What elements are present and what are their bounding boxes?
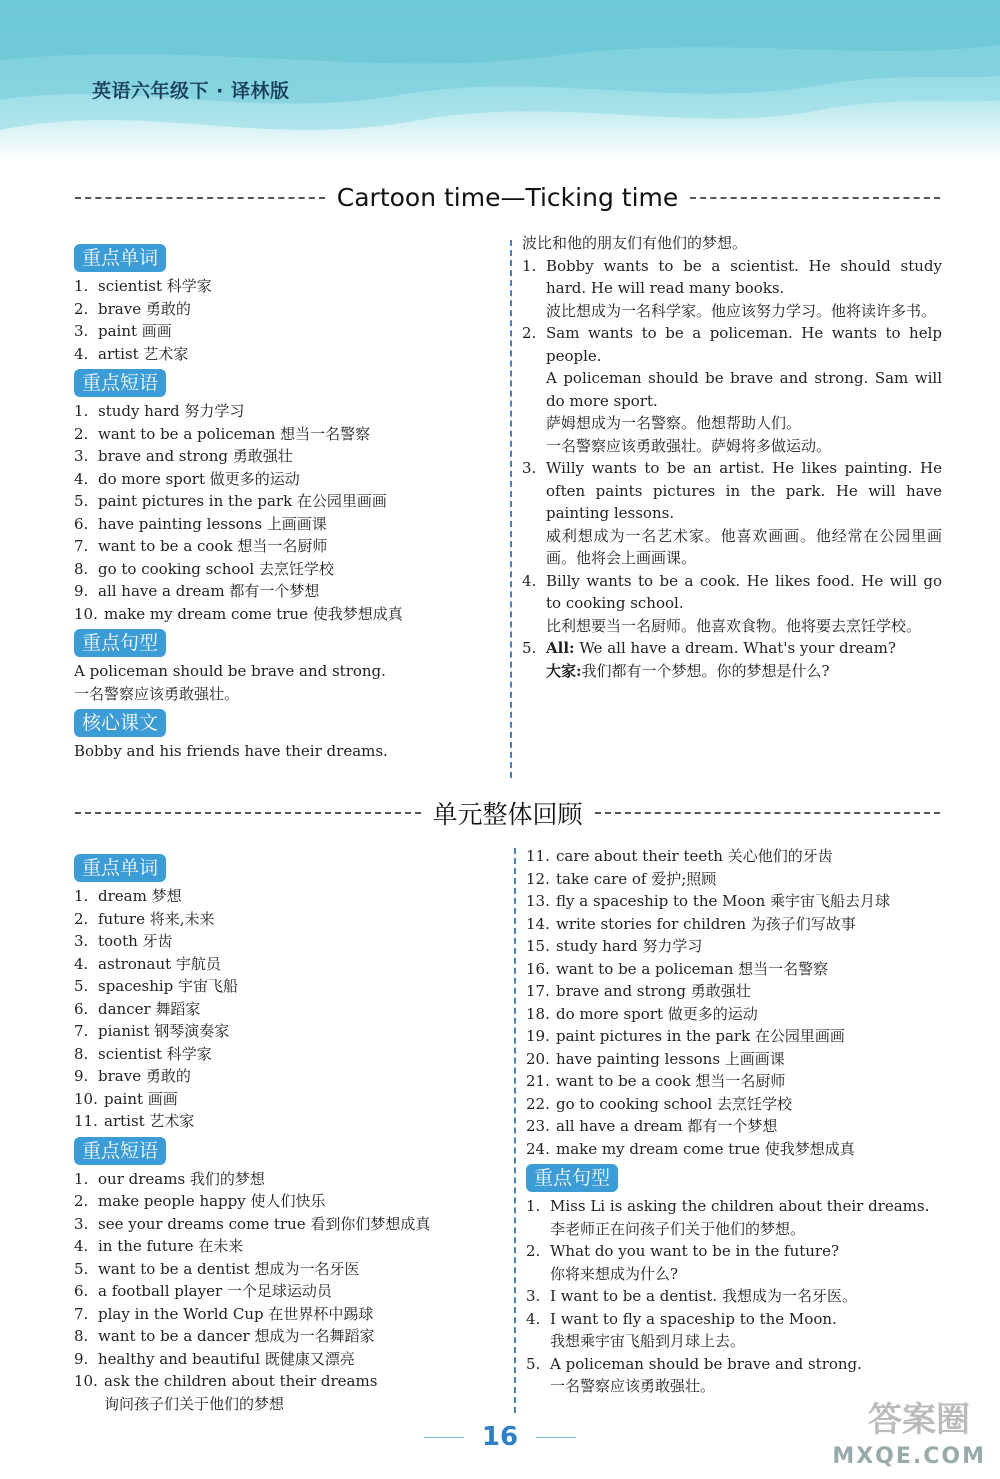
list-item: 10. ask the children about their dreams 询问孩子们关于他们的梦想 [74, 1372, 378, 1413]
section2-left-column [74, 850, 504, 1415]
list-item: 23. all have a dream 都有一个梦想 [526, 1117, 778, 1135]
text-item: 3. Willy wants to be an artist. He likes painting. He often paints pictures in the park. He will have painting lessons. 威利想成为一名艺术家。他喜欢画画。他经常在公园里画画。他将会上画画课。 [522, 459, 942, 567]
list-item: 2. brave 勇敢的 [74, 299, 191, 318]
list-item: 9. healthy and beautiful 既健康又漂亮 [74, 1349, 355, 1368]
column-divider [514, 848, 516, 1413]
section-heading-cartoon-time [75, 183, 940, 212]
list-item: 6. dancer 舞蹈家 [74, 999, 201, 1018]
vocab-tag: 重点单词 [74, 854, 166, 882]
sentence-item: 3. I want to be a dentist. 我想成为一名牙医。 [526, 1287, 857, 1305]
sentence-tag: 重点句型 [74, 629, 166, 657]
section-title: Cartoon time—Ticking time [336, 183, 679, 212]
page-number: 16 [0, 1422, 1000, 1452]
phrase-tag: 重点短语 [74, 369, 166, 397]
list-item: 3. see your dreams come true 看到你们梦想成真 [74, 1214, 431, 1233]
text-intro-cn: 波比和他的朋友们有他们的梦想。 [522, 234, 748, 252]
list-item: 7. pianist 钢琴演奏家 [74, 1022, 230, 1040]
list-item: 10. make my dream come true 使我梦想成真 [74, 604, 403, 623]
list-item: 4. artist 艺术家 [74, 344, 189, 363]
list-item: 6. a football player 一个足球运动员 [74, 1282, 332, 1300]
header-band [0, 0, 1000, 160]
list-item: 2. make people happy 使人们快乐 [74, 1192, 326, 1210]
list-item: 10. paint 画画 [74, 1089, 178, 1108]
list-item: 19. paint pictures in the park 在公园里画画 [526, 1027, 845, 1045]
list-item: 2. future 将来,未来 [74, 909, 215, 928]
list-item: 3. paint 画画 [74, 322, 172, 340]
list-item: 16. want to be a policeman 想当一名警察 [526, 959, 829, 978]
list-item: 11. care about their teeth 关心他们的牙齿 [526, 847, 833, 865]
vocab-tag: 重点单词 [74, 244, 166, 272]
list-item: 1. our dreams 我们的梦想 [74, 1169, 265, 1188]
list-item: 3. tooth 牙齿 [74, 932, 173, 950]
list-item: 5. paint pictures in the park 在公园里画画 [74, 492, 387, 510]
list-item: 24. make my dream come true 使我梦想成真 [526, 1139, 855, 1158]
sentence-item: 1. Miss Li is asking the children about their dreams. 李老师正在问孩子们关于他们的梦想。 [526, 1197, 930, 1238]
sentence-item: 4. I want to fly a spaceship to the Moon. 我想乘宇宙飞船到月球上去。 [526, 1309, 837, 1350]
list-item: 5. want to be a dentist 想成为一名牙医 [74, 1259, 360, 1278]
list-item: 8. scientist 科学家 [74, 1044, 212, 1063]
list-item: 9. brave 勇敢的 [74, 1067, 191, 1085]
list-item: 9. all have a dream 都有一个梦想 [74, 582, 320, 600]
list-item: 22. go to cooking school 去烹饪学校 [526, 1094, 792, 1113]
list-item: 1. dream 梦想 [74, 887, 182, 905]
list-item: 6. have painting lessons 上画画课 [74, 514, 327, 533]
list-item: 3. brave and strong 勇敢强壮 [74, 447, 293, 465]
list-item: 12. take care of 爱护;照顾 [526, 869, 717, 888]
text-item: 4. Billy wants to be a cook. He likes food. He will go to cooking school. 比利想要当一名厨师。他喜欢食物。他将要去烹饪学校。 [522, 571, 942, 635]
watermark-text: MXQE.COM [832, 1444, 986, 1469]
text-item: 2. Sam wants to be a policeman. He wants to help people. A policeman should be brave and strong. Sam will do more sport. 萨姆想成为一名警察。他想帮助人们。 一名警察应该勇敢强壮。萨姆将多做运动。 [522, 324, 942, 455]
phrase-tag: 重点短语 [74, 1137, 166, 1165]
text-item: 1. Bobby wants to be a scientist. He should study hard. He will read many books. 波比想成为一名科学家。他应该努力学习。他将读许多书。 [522, 256, 942, 320]
section-title: 单元整体回顾 [432, 800, 583, 829]
list-item: 8. want to be a dancer 想成为一名舞蹈家 [74, 1327, 375, 1345]
section-heading-unit-review [75, 795, 940, 831]
list-item: 7. play in the World Cup 在世界杯中踢球 [74, 1304, 374, 1323]
sentence-tag: 重点句型 [526, 1164, 618, 1192]
text-tag: 核心课文 [74, 709, 166, 737]
watermark-logo: 答案圈 [868, 1400, 970, 1440]
text-intro: Bobby and his friends have their dreams. [74, 742, 388, 760]
sentence-cn: 一名警察应该勇敢强壮。 [74, 684, 240, 703]
list-item: 2. want to be a policeman 想当一名警察 [74, 424, 371, 443]
list-item: 18. do more sport 做更多的运动 [526, 1004, 758, 1023]
text-item: 5. All: We all have a dream. What's your dream? 大家:我们都有一个梦想。你的梦想是什么? [522, 639, 896, 680]
list-item: 11. artist 艺术家 [74, 1112, 195, 1130]
list-item: 21. want to be a cook 想当一名厨师 [526, 1072, 786, 1090]
list-item: 5. spaceship 宇宙飞船 [74, 977, 239, 995]
list-item: 8. go to cooking school 去烹饪学校 [74, 559, 334, 578]
section1-right-column [522, 232, 942, 682]
list-item: 20. have painting lessons 上画画课 [526, 1049, 785, 1068]
list-item: 14. write stories for children 为孩子们写故事 [526, 914, 856, 933]
list-item: 1. scientist 科学家 [74, 277, 212, 295]
book-title: 英语六年级下 · 译林版 [92, 80, 290, 102]
sentence-item: 5. A policeman should be brave and strong. 一名警察应该勇敢强壮。 [526, 1354, 862, 1395]
list-item: 17. brave and strong 勇敢强壮 [526, 982, 751, 1000]
list-item: 4. in the future 在未来 [74, 1237, 244, 1255]
list-item: 7. want to be a cook 想当一名厨师 [74, 537, 328, 555]
list-item: 13. fly a spaceship to the Moon 乘宇宙飞船去月球 [526, 892, 891, 910]
list-item: 15. study hard 努力学习 [526, 937, 703, 955]
list-item: 4. astronaut 宇航员 [74, 954, 221, 973]
list-item: 1. study hard 努力学习 [74, 402, 245, 420]
section1-left-column [74, 240, 504, 763]
section2-right-column [526, 845, 946, 1398]
sentence-en: A policeman should be brave and strong. [74, 662, 386, 680]
list-item: 4. do more sport 做更多的运动 [74, 469, 300, 488]
sentence-item: 2. What do you want to be in the future? 你将来想成为什么? [526, 1242, 840, 1283]
column-divider [510, 240, 512, 778]
